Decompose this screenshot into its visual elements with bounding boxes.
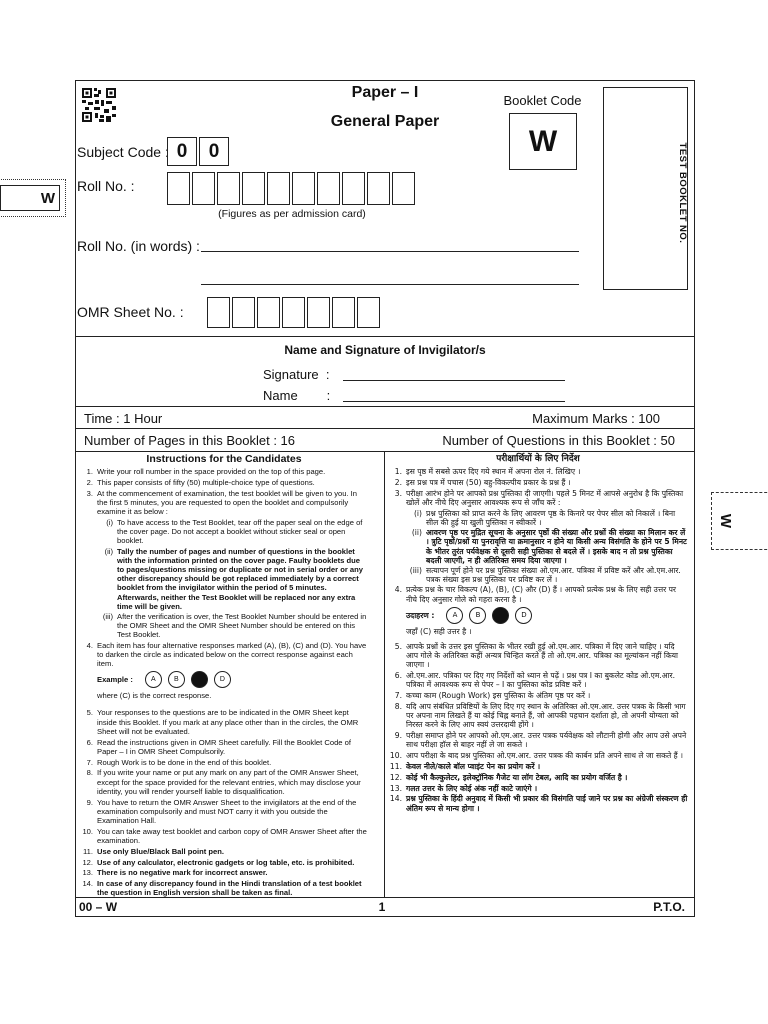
item-text: If you write your name or put any mark on any part of the OMR Answer Sheet, except for the space provided for the relevant entries, which may disclose your identity, you will render yourself liable to disqualification. [97,768,361,796]
omr-digit-box[interactable] [207,297,230,328]
list-item [79,868,369,877]
item-number: 12. [389,772,402,782]
list-item [388,642,688,670]
list-item [79,467,369,476]
roll-digit-box[interactable] [317,172,340,205]
omr-digit-box[interactable] [257,297,280,328]
item-number: 13. [389,783,402,793]
item-text: यदि आप संबंधित प्रविष्टियों के लिए दिए गए स्थान के अतिरिक्त ओ.एम.आर. उत्तर पत्रक के किसी भाग पर अपना नाम लिखते हैं या कोई चिह्न बनाते हैं, जो आपकी पहचान दर्शाता हो, तो अपनी योग्यता को निरस्त करने के लिए आप स्वयं उत्तरदायी होंगे । [406,702,686,730]
roll-digit-box[interactable] [267,172,290,205]
list-item [388,784,688,793]
sub-text: Tally the number of pages and number of questions in the booklet with the information printed on the cover page. Faulty booklets due to pages/questions missing or duplicate or not in serial order or any other discrepancy should be got replaced immediately by a correct booklet from the invigilator within the period of 5 minutes. Afterwards, neither the Test Booklet will be replaced nor any extra time will be given. [117,546,363,611]
list-item [79,827,369,845]
instructions-hi-title: परीक्षार्थियों के लिए निर्देश [496,454,580,464]
option-circle-b: B [168,671,185,688]
item-number: 2. [86,478,93,487]
option-circle-c-filled [492,607,509,624]
omr-digit-box[interactable] [232,297,255,328]
sub-number: (i) [413,508,422,518]
item-text: Each item has four alternative responses marked (A), (B), (C) and (D). You have to darken the circle as indicated below on the correct response against each item. [97,640,367,669]
invigilator-title: Name and Signature of Invigilator/s [284,343,486,357]
divider [75,406,694,407]
list-item [388,489,688,507]
option-circle-a: A [446,607,463,624]
roll-words-label: Roll No. (in words) : [77,238,200,254]
signature-label: Signature : [263,367,330,382]
sub-item [97,547,369,611]
subject-code-digit [167,137,197,166]
roll-digit-box[interactable] [342,172,365,205]
list-item [388,794,688,812]
footer-code: 00 – W [79,900,118,914]
sub-number: (iii) [102,612,113,622]
roll-digit-box[interactable] [367,172,390,205]
booklet-code-label: Booklet Code [503,93,582,108]
subject-code-label: Subject Code : [77,144,169,160]
example-label: उदाहरण : [406,610,435,620]
item-text: Read the instructions given in OMR Sheet carefully. Fill the Booklet Code of Paper – I in OMR Sheet Compulsorily. [97,737,351,756]
list-item [388,478,688,487]
item-number: 3. [394,488,402,498]
divider [75,428,694,429]
item-number: 7. [86,757,93,767]
item-text: There is no negative mark for incorrect answer. [97,868,268,878]
right-tab-code: W [717,513,734,529]
item-number: 11. [83,846,93,856]
roll-digit-box[interactable] [192,172,215,205]
list-item [79,478,369,487]
example-note: where (C) is the correct response. [97,691,212,701]
item-text: Use of any calculator, electronic gadgets or log table, etc. is prohibited. [97,857,355,867]
time-label: Time : 1 Hour [84,411,163,426]
item-text: आप परीक्षा के बाद प्रश्न पुस्तिका ओ.एम.आर. उत्तर पत्रक की कार्बन प्रति अपने साथ ले जा सकते हैं । [406,751,684,761]
left-tab-code: W [40,189,55,207]
item-number: 7. [394,691,402,701]
pages-label: Number of Pages in this Booklet : 16 [84,433,296,448]
divider [75,336,694,337]
example-note: जहाँ (C) सही उत्तर है । [406,626,472,636]
list-item [79,489,369,517]
sub-item [97,518,369,546]
item-number: 3. [86,488,93,498]
example-row [406,607,688,624]
qr-code-icon [82,88,116,122]
item-text: परीक्षा आरंभ होने पर आपको प्रश्न पुस्तिका दी जाएगी। पहले 5 मिनट में आपसे अनुरोध है कि पुस्तिका खोलें और नीचे दिए अनुसार आवश्यक रूप से जाँच करें : [406,488,684,507]
item-text: In case of any discrepancy found in the Hindi translation of a test booklet the question in English version shall be taken as final. [97,879,362,898]
roll-digit-box[interactable] [392,172,415,205]
paper-title: Paper – I [351,84,419,101]
item-number: 9. [394,731,402,741]
page-number: 1 [378,900,386,914]
item-text: आपके प्रश्नों के उत्तर इस पुस्तिका के भीतर रखी हुई ओ.एम.आर. पत्रिका में दिए जाने चाहिए । यदि आप गोले के अतिरिक्त कहीं अन्यत्र चिन्हित करते हैं तो ओ.एम.आर. पत्रिका का मूल्यांकन नहीं किया जाएगा । [406,642,679,670]
item-text: You can take away test booklet and carbon copy of OMR Answer Sheet after the examination. [97,826,367,846]
sub-text: सत्यापन पूर्ण होने पर प्रश्न पुस्तिका संख्या ओ.एम.आर. पत्रिका में प्रविष्ट करें और ओ.एम.आर. पत्रक संख्या इस प्रश्न पुस्तिका पर प्रविष्ट कर लें । [426,566,681,585]
omr-digit-box[interactable] [357,297,380,328]
item-number: 13. [82,868,93,878]
item-number: 14. [82,879,93,889]
list-item [79,858,369,867]
item-number: 5. [394,642,402,652]
name-line[interactable] [343,401,565,402]
omr-digit-box[interactable] [332,297,355,328]
item-number: 5. [86,708,93,718]
sub-item [406,509,688,527]
item-number: 4. [86,640,93,650]
instructions-hindi [388,455,688,814]
list-item [388,731,688,749]
list-item [388,773,688,782]
item-text: प्रत्येक प्रश्न के चार विकल्प (A), (B), (C) और (D) हैं । आपको प्रत्येक प्रश्न के लिए सही उत्तर पर नीचे दिए अनुसार गोले को गहरा करना है । [406,585,677,604]
sub-item [406,566,688,584]
list-item [388,762,688,771]
subject-code-digit-2: 0 [208,140,220,162]
item-number: 8. [86,768,93,778]
list-item [79,758,369,767]
item-text: Use only Blue/Black Ball point pen. [97,846,225,856]
list-item [79,641,369,669]
item-text: ओ.एम.आर. पत्रिका पर दिए गए निर्देशों को ध्यान से पढ़ें । प्रश्न पत्र I का बुकलेट कोड ओ.एम.आर. पत्रिका में आवश्यक रूप से पेपर – I का पुस्तिका कोड प्रविष्ट करें । [406,671,676,690]
item-text: Your responses to the questions are to be indicated in the OMR Sheet kept inside this Booklet. If you mark at any place other than in the circles, the OMR Sheet will not be evaluated. [97,708,359,736]
sub-text: प्रश्न पुस्तिका को प्राप्त करने के लिए आवरण पृष्ठ के किनारे पर पेपर सील को निकालें । बिना सील की हुई या खुली पुस्तिका न स्वीकारें । [426,508,676,527]
omr-sheet-boxes[interactable] [207,297,380,328]
item-number: 6. [394,671,402,681]
sub-item [97,612,369,640]
instructions-english [79,455,369,899]
sub-number: (i) [106,518,113,527]
roll-no-boxes[interactable] [167,172,415,205]
item-number: 10. [389,751,402,761]
roll-note: (Figures as per admission card) [218,208,366,220]
left-tab-code-box [0,185,60,211]
list-item [79,738,369,756]
booklet-code-box [509,113,577,170]
list-item [79,768,369,796]
booklet-code-value: W [528,124,558,158]
item-number: 6. [86,737,93,747]
item-number: 10. [82,826,93,836]
list-item [388,751,688,760]
name-label: Name : [263,388,331,403]
item-number: 1. [394,467,402,477]
subject-code-digit [199,137,229,166]
sub-number: (iii) [409,566,422,576]
list-item [388,671,688,689]
test-booklet-no-label: TEST BOOKLET NO. [677,142,688,244]
list-item [388,702,688,730]
item-number: 4. [394,585,402,595]
option-circle-d: D [515,607,532,624]
omr-sheet-label: OMR Sheet No. : [77,304,184,320]
item-number: 11. [389,762,402,772]
list-item [388,585,688,603]
subject-title: General Paper [330,113,440,130]
item-number: 12. [82,857,93,867]
sub-item [406,528,688,565]
footer-divider [75,897,694,898]
max-marks-label: Maximum Marks : 100 [532,411,660,426]
roll-words-line[interactable] [201,251,579,252]
option-circle-a: A [145,671,162,688]
item-number: 9. [86,797,93,807]
roll-digit-box[interactable] [292,172,315,205]
item-text: इस पृष्ठ में सबसे ऊपर दिए गये स्थान में अपना रोल नं. लिखिए । [406,467,581,477]
item-text: प्रश्न पुस्तिका के हिंदी अनुवाद में किसी भी प्रकार की विसंगति पाई जाने पर प्रश्न का अंग्रेजी संस्करण ही अंतिम रूप से मान्य होगा । [406,794,688,813]
item-number: 1. [86,467,93,477]
pto-label: P.T.O. [653,900,685,914]
option-circle-c-filled [191,671,208,688]
item-text: कोई भी कैल्कुलेटर, इलेक्ट्रॉनिक गैजेट या लॉग टेबल, आदि का प्रयोग वर्जित है । [406,772,628,782]
item-text: Rough Work is to be done in the end of this booklet. [97,757,272,767]
item-text: इस प्रश्न पत्र में पचास (50) बहु-विकल्पीय प्रकार के प्रश्न हैं । [406,478,571,487]
roll-no-label: Roll No. : [77,178,135,194]
roll-digit-box[interactable] [167,172,190,205]
omr-digit-box[interactable] [307,297,330,328]
list-item [79,708,369,736]
option-circle-b: B [469,607,486,624]
roll-digit-box[interactable] [242,172,265,205]
list-item [79,847,369,856]
item-number: 8. [394,702,402,712]
list-item [79,798,369,826]
sub-text: आवरण पृष्ठ पर मुद्रित सूचना के अनुसार पृष्ठों की संख्या और प्रश्नों की संख्या का मिलान कर लें । त्रुटि पृष्ठों/प्रश्नों या पुनरावृत्ति या क्रमानुसार न होने या किसी अन्य विसंगति के होने पर 5 मिनट के भीतर तुरंत पर्यवेक्षक से दूसरी सही पुस्तिका से बदले लें । इसके बाद न तो प्रश्न पुस्तिका बदली जाएगी, न ही अतिरिक्त समय दिया जाएगा । [426,528,687,565]
item-text: परीक्षा समाप्त होने पर आपको ओ.एम.आर. उत्तर पत्रक पर्यवेक्षक को लौटानी होगी और आप उसे अपने साथ परीक्षा हॉल से बाहर नहीं ले जा सकते । [406,731,687,750]
omr-digit-box[interactable] [282,297,305,328]
sub-number: (ii) [411,528,422,538]
instructions-en-title: Instructions for the Candidates [146,453,302,465]
sub-text: To have access to the Test Booklet, tear off the paper seal on the edge of the cover page. Do not accept a booklet without sticker seal or open booklet. [117,518,363,546]
questions-label: Number of Questions in this Booklet : 50 [442,433,675,448]
sub-number: (ii) [104,546,113,556]
item-text: गलत उत्तर के लिए कोई अंक नहीं काटे जाएंगे । [406,783,538,793]
item-text: At the commencement of examination, the test booklet will be given to you. In the first 5 minutes, you are requested to open the booklet and compulsorily examine it as below : [97,488,358,517]
item-text: कच्चा काम (Rough Work) इस पुस्तिका के अंतिम पृष्ठ पर करें । [406,691,591,701]
item-number: 2. [394,478,402,487]
item-number: 14. [389,794,402,804]
sub-text: After the verification is over, the Test Booklet Number should be entered in the OMR Sheet and the OMR Sheet Number should be entered on this Test Booklet. [117,612,367,640]
item-text: This paper consists of fifty (50) multiple-choice type of questions. [97,478,315,487]
list-item [388,691,688,700]
subject-code-digit-1: 0 [176,140,188,162]
item-text: You have to return the OMR Answer Sheet to the invigilators at the end of the examination compulsorily and must NOT carry it with you outside the Examination Hall. [97,797,357,826]
example-row [97,671,369,688]
roll-words-line-2[interactable] [201,284,579,285]
roll-digit-box[interactable] [217,172,240,205]
list-item [79,879,369,897]
option-circle-d: D [214,671,231,688]
example-label: Example : [97,675,133,685]
column-divider [384,452,385,897]
signature-line[interactable] [343,380,565,381]
item-text: Write your roll number in the space provided on the top of this page. [97,467,326,477]
list-item [388,467,688,476]
item-text: केवल नीले/काले बॉल प्वाइंट पेन का प्रयोग करें । [406,762,541,772]
